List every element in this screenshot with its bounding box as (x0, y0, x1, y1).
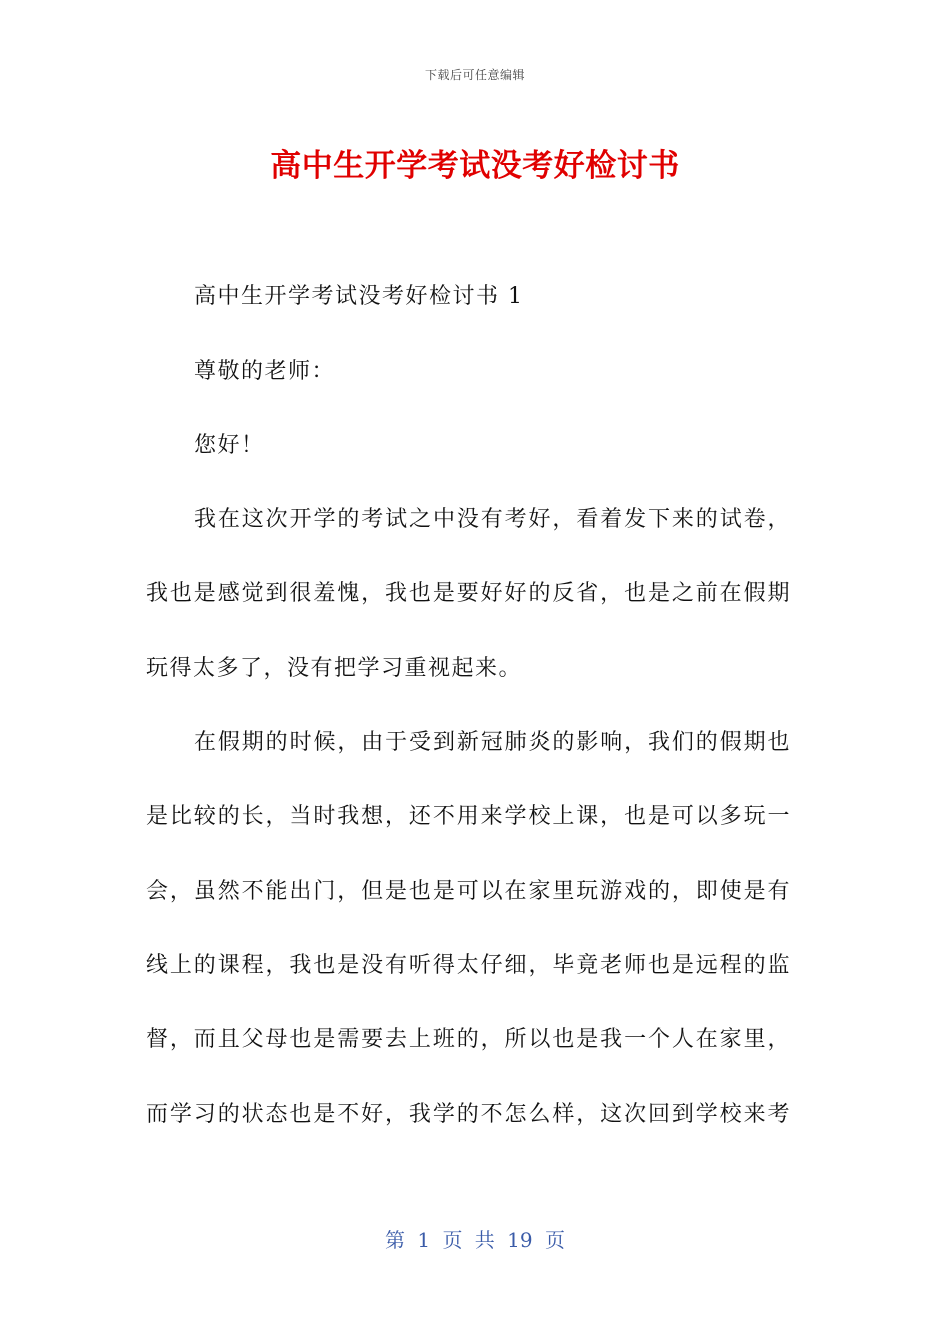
paragraph-line: 是比较的长，当时我想，还不用来学校上课，也是可以多玩一 (146, 804, 791, 829)
paragraph-line: 我也是感觉到很羞愧，我也是要好好的反省，也是之前在假期 (146, 581, 791, 606)
paragraph-line: 您好！ (194, 433, 265, 458)
header-note: 下载后可任意编辑 (424, 68, 525, 82)
paragraph-line: 高中生开学考试没考好检讨书 1 (194, 284, 524, 309)
paragraph-line: 在假期的时候，由于受到新冠肺炎的影响，我们的假期也 (194, 730, 791, 755)
paragraph-line: 线上的课程，我也是没有听得太仔细，毕竟老师也是远程的监 (146, 953, 791, 978)
paragraph-line: 而学习的状态也是不好，我学的不怎么样，这次回到学校来考 (146, 1102, 791, 1127)
document-title: 高中生开学考试没考好检讨书 (270, 148, 680, 184)
page-number: 第 1 页 共 19 页 (385, 1228, 565, 1252)
paragraph-line: 玩得太多了，没有把学习重视起来。 (146, 656, 523, 681)
paragraph-line: 督，而且父母也是需要去上班的，所以也是我一个人在家里， (146, 1027, 791, 1052)
paragraph-line: 我在这次开学的考试之中没有考好，看着发下来的试卷， (194, 507, 791, 532)
paragraph-line: 会，虽然不能出门，但是也是可以在家里玩游戏的，即使是有 (146, 879, 791, 904)
paragraph-line: 尊敬的老师： (194, 359, 336, 384)
